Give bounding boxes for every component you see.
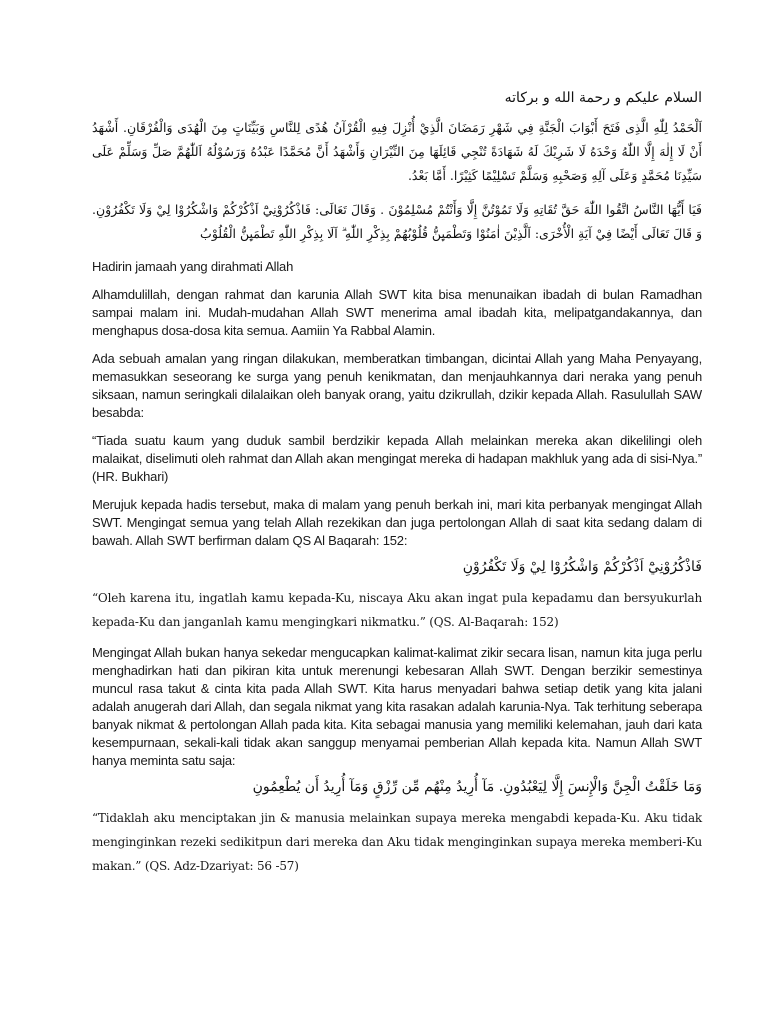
paragraph-4: Mengingat Allah bukan hanya sekedar mengucapkan kalimat-kalimat zikir secara lisan, namun kita juga perlu menghadirkan hati dan pikiran kita untuk merenungi kebesaran Allah SWT. Dengan berzikir semestinya muncul rasa takut & cinta kita pada Allah SWT. Kita harus menyadari bahwa setiap detik yang kita jalani adalah anugerah dari Allah, dan segala nikmat yang kita rasakan adalah karunia-Nya. Tak terhitung seberapa banyak nikmat & pertolongan Allah pada kita. Kita sebagai manusia yang memiliki kelemahan, jauh dari kata kesempurnaan, sekali-kali tidak akan sanggup menyamai pemberian Allah kepada kita. Namun Allah SWT hanya meminta satu saja: <box>92 645 702 768</box>
salam-greeting: السلام عليكم و رحمة الله و بركاته <box>504 90 702 106</box>
verse-2-translation: “Tidaklah aku menciptakan jin & manusia melainkan supaya mereka mengabdi kepada-Ku. Aku tidak menginginkan rezeki sedikitpun dari mereka dan Aku tidak menginginkan supaya mereka memberi-Ku makan.” (QS. Adz-Dzariyat: 56 -57) <box>92 811 702 873</box>
paragraph-1: Alhamdulillah, dengan rahmat dan karunia Allah SWT kita bisa menunaikan ibadah di bulan Ramadhan sampai malam ini. Mudah-mudahan Allah SWT menerima amal ibadah kita, melipatgandakannya, dan menghapus dosa-dosa kita semua. Aamiin Ya Rabbal Alamin. <box>92 287 702 338</box>
verse-2-arabic: وَمَا خَلَقْتُ الْجِنَّ وَالْإِنسَ إِلَّا لِيَعْبُدُونِ. مَآ أُرِيدُ مِنْهُم مِّن رِّزْقٍ وَمَآ أُرِيدُ أَن يُطْعِمُونِ <box>252 779 702 795</box>
document-page <box>92 88 702 878</box>
arabic-second: فَيَا أَيُّهَا النَّاسُ اتَّقُوا اللّٰهَ حَقَّ تُقَاتِهِ وَلَا تَمُوْتُنَّ إِلَّا وَأَنْتُمْ مُسْلِمُوْنَ . وَقَالَ تَعَالَى: فَاذْكُرُوْنِيْٓ اَذْكُرْكُمْ وَاشْكُرُوْا لِيْ وَلَا تَكْفُرُوْنِ. وَ قَالَ تَعَالَى أَيْضًا فِيْ آيَةِ الْأُخْرَى: اَلَّذِيْنَ اٰمَنُوْا وَتَطْمَىِٕنُّ قُلُوْبُهُمْ بِذِكْرِ اللّٰهِ ۗ اَلَا بِذِكْرِ اللّٰهِ تَطْمَىِٕنُّ الْقُلُوْبُ <box>92 202 702 241</box>
verse-1-arabic: فَاذْكُرُوْنِيْٓ اَذْكُرْكُمْ وَاشْكُرُوْا لِيْ وَلَا تَكْفُرُوْنِ <box>462 559 702 575</box>
hadith-quote: “Tiada suatu kaum yang duduk sambil berdzikir kepada Allah melainkan mereka akan dikelilingi oleh malaikat, diselimuti oleh rahmat dan Allah akan mengingat mereka di hadapan makhluk yang ada di sisi-Nya.” (HR. Bukhari) <box>92 433 702 484</box>
paragraph-2: Ada sebuah amalan yang ringan dilakukan, memberatkan timbangan, dicintai Allah yang Maha Penyayang, memasukkan seseorang ke surga yang penuh kenikmatan, dan menjauhkannya dari neraka yang penuh siksaan, namun seringkali dilalaikan oleh banyak orang, yaitu dzikrullah, dzikir kepada Allah. Rasulullah SAW besabda: <box>92 351 702 420</box>
hadirin-heading: Hadirin jamaah yang dirahmati Allah <box>92 259 294 274</box>
verse-1-translation: “Oleh karena itu, ingatlah kamu kepada-Ku, niscaya Aku akan ingat pula kepadamu dan bersyukurlah kepada-Ku dan janganlah kamu mengingkari nikmatku.” (QS. Al-Baqarah: 152) <box>92 591 702 629</box>
arabic-opening: اَلْحَمْدُ لِلّٰهِ الَّذِى فَتَحَ أَبْوَابَ الْجَنَّةِ فِي شَهْرِ رَمَضَانَ الَّذِيْ أُنْزِلَ فِيهِ الْقُرْآنُ هُدًى لِلنَّاسِ وَبَيِّنَاتٍ مِنَ الْهُدَى وَالْفُرْقَانِ. أَشْهَدُ أَنْ لَا إِلٰهَ إِلَّا اللّٰهُ وَحْدَهُ لَا شَرِيْكَ لَهُ شَهَادَةً تُنْجِي قَائِلَهَا مِنَ النِّيْرَانِ وَأَشْهَدُ أَنَّ مُحَمَّدًا عَبْدُهُ وَرَسُوْلُهُ اَللّٰهُمَّ صَلِّ وَسَلِّمْ عَلَى سَيِّدِنَا مُحَمَّدٍ وَعَلَى آلِهِ وَصَحْبِهِ وَسَلَّمْ تَسْلِيْمًا كَثِيْرًا. أَمَّا بَعْدُ. <box>92 120 702 183</box>
paragraph-3: Merujuk kepada hadis tersebut, maka di malam yang penuh berkah ini, mari kita perbanyak mengingat Allah SWT. Mengingat semua yang telah Allah rezekikan dan juga pertolongan Allah di saat kita sedang dalam di bawah. Allah SWT berfirman dalam QS Al Baqarah: 152: <box>92 497 702 548</box>
